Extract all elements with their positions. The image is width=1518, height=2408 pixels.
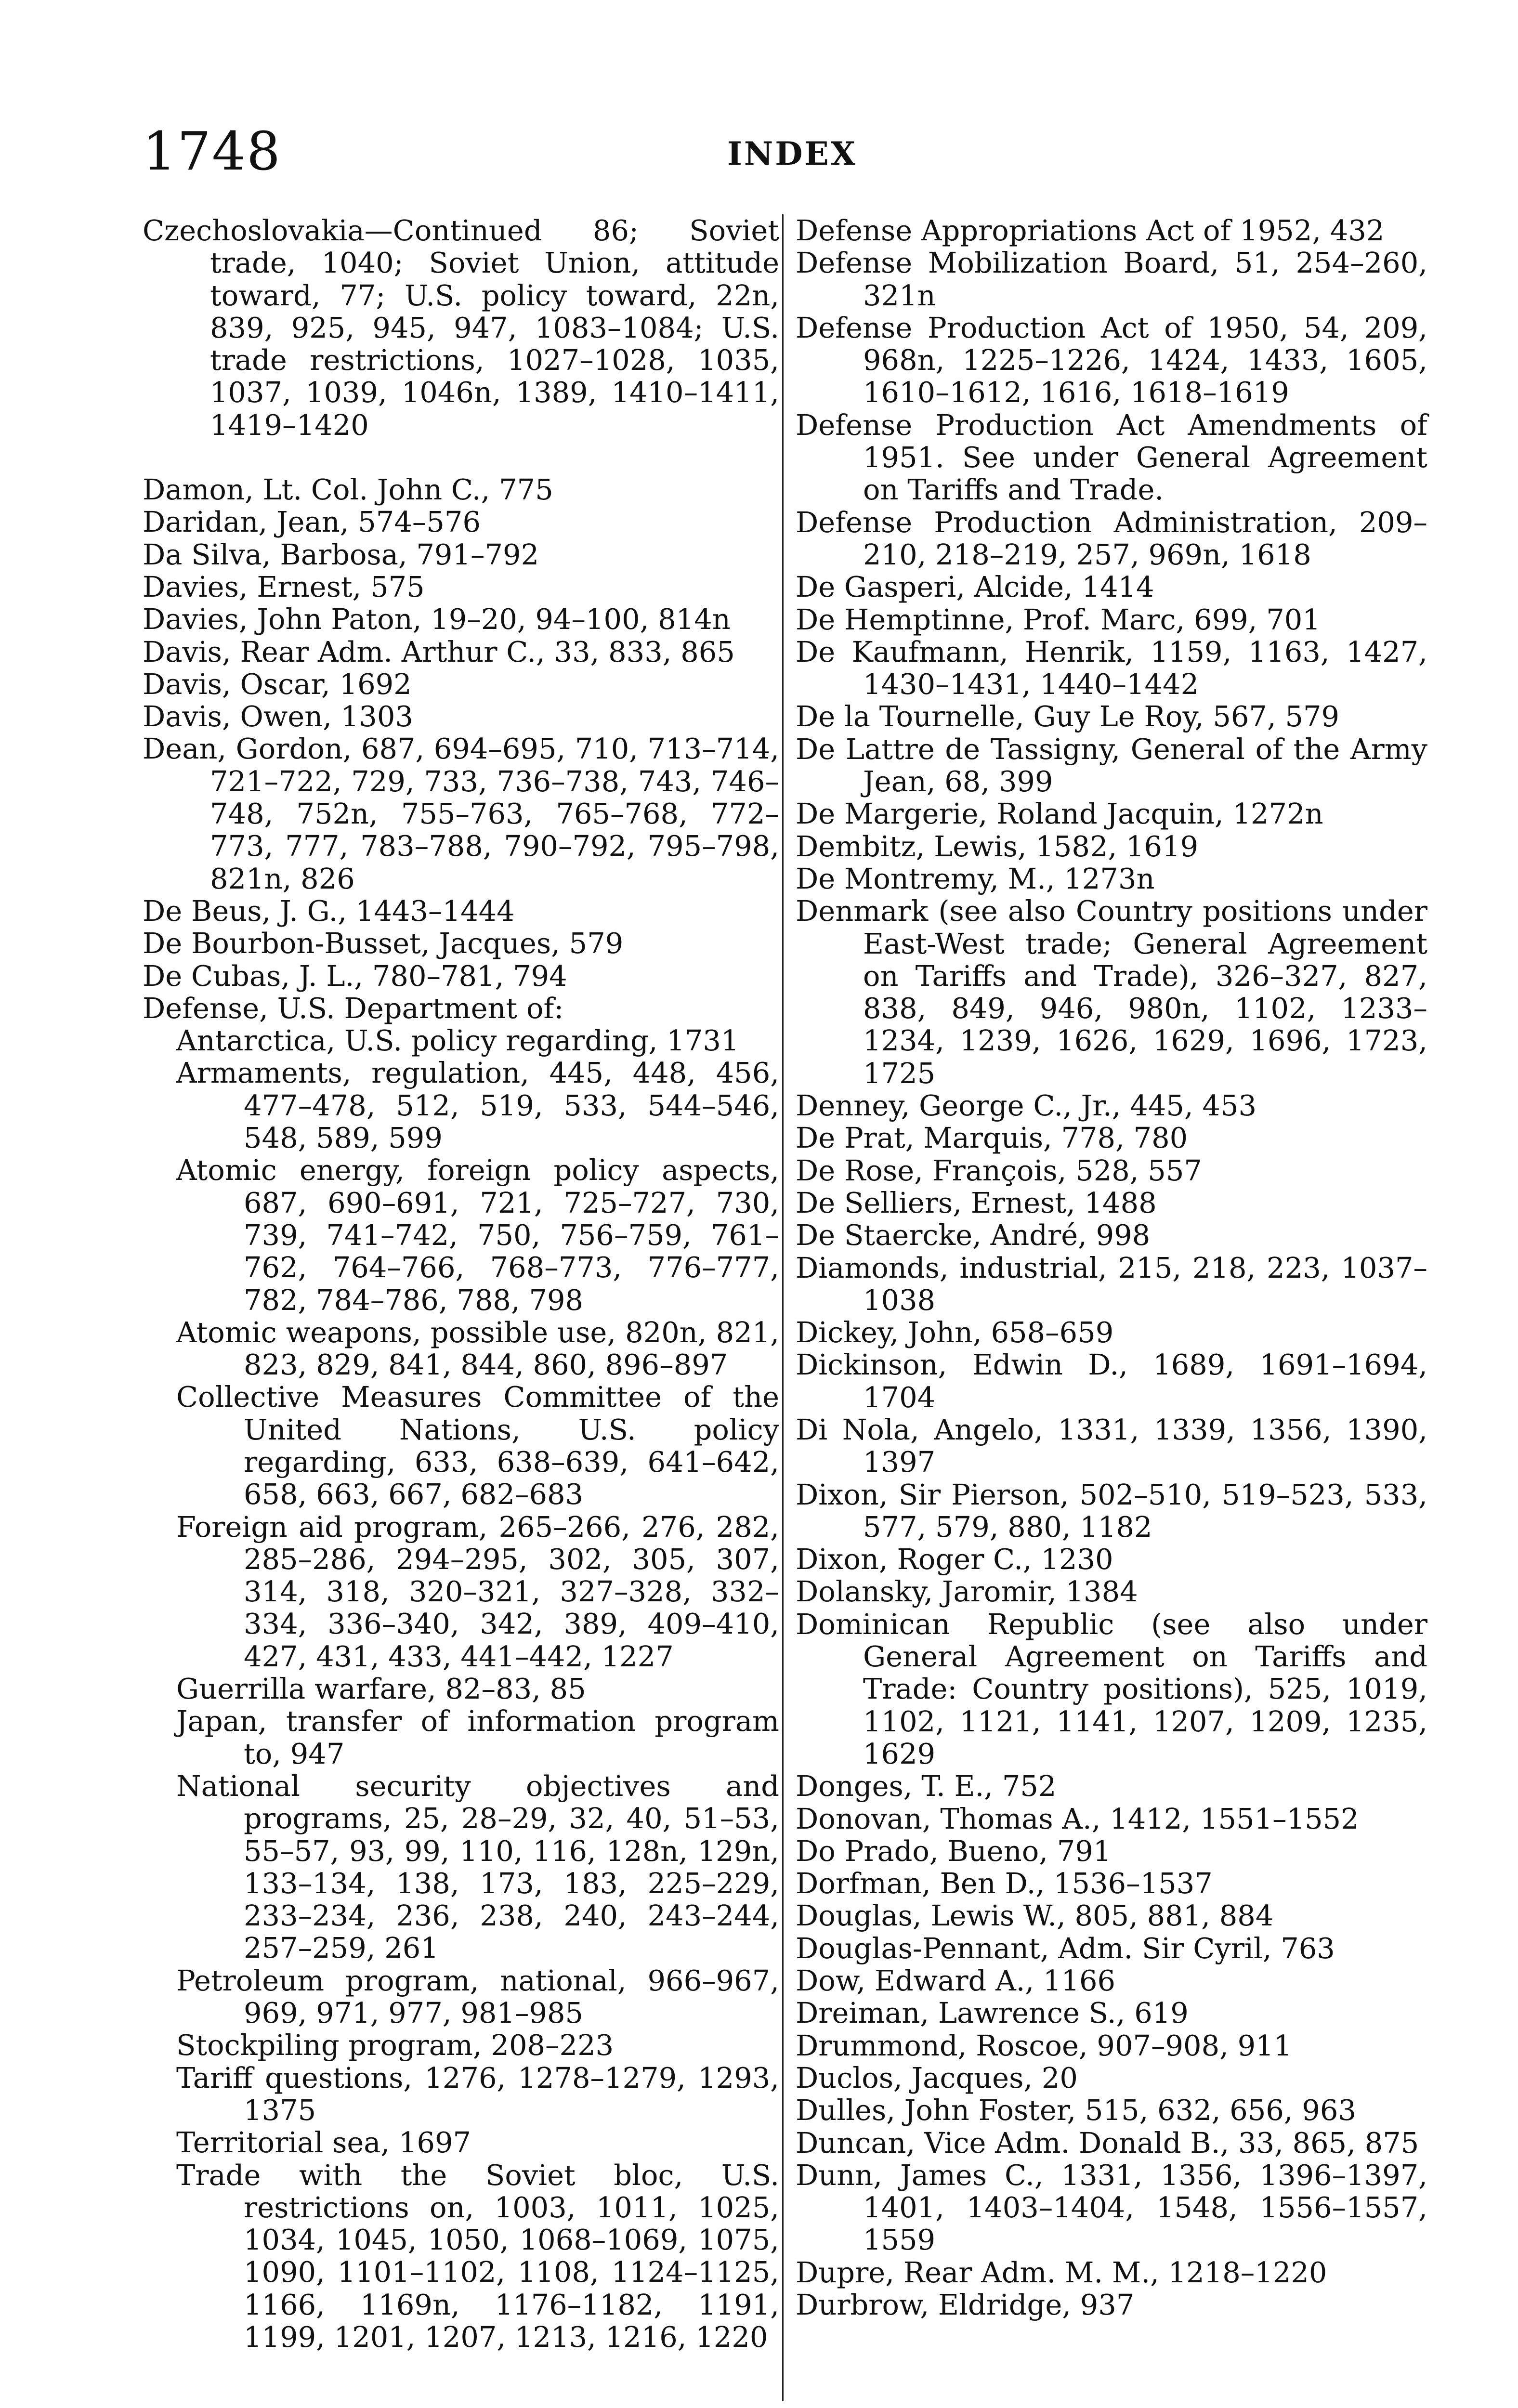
index-entry: De Selliers, Ernest, 1488 — [796, 1186, 1157, 1219]
index-entry: Defense Production Act Amendments of 1951. See under General Agreement on Tariffs and Trade. — [796, 408, 1427, 507]
index-entry: De Rose, François, 528, 557 — [796, 1153, 1202, 1187]
index-entry: Donges, T. E., 752 — [796, 1769, 1057, 1803]
index-entry: Dembitz, Lewis, 1582, 1619 — [796, 829, 1199, 863]
index-subentry: Petroleum program, national, 966–967, 969, 971, 977, 981–985 — [176, 1963, 779, 2030]
index-entry: Drummond, Roscoe, 907–908, 911 — [796, 2028, 1292, 2062]
left-column — [143, 214, 779, 2353]
page-number: 1748 — [143, 120, 281, 182]
index-subentry: Atomic weapons, possible use, 820n, 821, 823, 829, 841, 844, 860, 896–897 — [176, 1315, 779, 1382]
index-subentry: Territorial sea, 1697 — [176, 2126, 471, 2159]
index-entry-continued: Czechoslovakia—Continued 86; Soviet trade, 1040; Soviet Union, attitude toward, 77; U.S. policy toward, 22n, 839, 925, 945, 947, 1083–1084; U.S. trade restrictions, 1027–1028, 1035, 1037, 1039, 1046n, 1389, 1410–1411, 1419–1420 — [143, 214, 779, 442]
index-entry: Dolansky, Jaromir, 1384 — [796, 1575, 1138, 1609]
index-entry: De Margerie, Roland Jacquin, 1272n — [796, 797, 1323, 831]
index-entry: Duncan, Vice Adm. Donald B., 33, 865, 875 — [796, 2126, 1419, 2159]
index-subentry: Atomic energy, foreign policy aspects, 687, 690–691, 721, 725–727, 730, 739, 741–742, 750, 756–759, 761–762, 764–766, 768–773, 776–777, 782, 784–786, 788, 798 — [176, 1153, 779, 1317]
index-entry: Dickey, John, 658–659 — [796, 1316, 1114, 1349]
index-entry: Duclos, Jacques, 20 — [796, 2061, 1078, 2094]
index-entry: Dorfman, Ben D., 1536–1537 — [796, 1867, 1213, 1900]
index-entry: Douglas, Lewis W., 805, 881, 884 — [796, 1899, 1274, 1933]
index-entry: Durbrow, Eldridge, 937 — [796, 2288, 1135, 2321]
index-subentry: Armaments, regulation, 445, 448, 456, 477–478, 512, 519, 533, 544–546, 548, 589, 599 — [176, 1056, 779, 1155]
page-title: INDEX — [727, 135, 857, 172]
index-entry: Dixon, Roger C., 1230 — [796, 1543, 1113, 1576]
index-entry: Do Prado, Bueno, 791 — [796, 1834, 1112, 1868]
index-entry: De Bourbon-Busset, Jacques, 579 — [143, 927, 624, 960]
index-subentry: Guerrilla warfare, 82–83, 85 — [176, 1672, 586, 1706]
index-entry: Defense Production Administration, 209–210, 218–219, 257, 969n, 1618 — [796, 505, 1427, 571]
index-entry: Dulles, John Foster, 515, 632, 656, 963 — [796, 2094, 1357, 2127]
index-entry: Davies, John Paton, 19–20, 94–100, 814n — [143, 602, 731, 636]
index-entry: De Staercke, André, 998 — [796, 1218, 1151, 1252]
index-entry: Daridan, Jean, 574–576 — [143, 505, 481, 539]
index-entry: Davis, Oscar, 1692 — [143, 667, 412, 701]
index-entry: De la Tournelle, Guy Le Roy, 567, 579 — [796, 700, 1340, 733]
index-entry: De Montremy, M., 1273n — [796, 862, 1155, 895]
index-entry: Di Nola, Angelo, 1331, 1339, 1356, 1390, 1397 — [796, 1413, 1427, 1479]
index-entry: Defense Mobilization Board, 51, 254–260, 321n — [796, 246, 1427, 312]
index-entry: Diamonds, industrial, 215, 218, 223, 1037–1038 — [796, 1251, 1427, 1317]
index-heading-defense: Defense, U.S. Department of: — [143, 991, 564, 1025]
index-entry: Dupre, Rear Adm. M. M., 1218–1220 — [796, 2255, 1327, 2289]
index-entry: Dunn, James C., 1331, 1356, 1396–1397, 1401, 1403–1404, 1548, 1556–1557, 1559 — [796, 2158, 1427, 2257]
column-divider — [782, 214, 784, 2401]
index-entry: Dean, Gordon, 687, 694–695, 710, 713–714, 721–722, 729, 733, 736–738, 743, 746–748, 752n, 755–763, 765–768, 772–773, 777, 783–788, 790–792, 795–798, 821n, 826 — [143, 732, 779, 895]
index-entry: Denmark (see also Country positions under East-West trade; General Agreement on Tariffs and Trade), 326–327, 827, 838, 849, 946, 980n, 1102, 1233–1234, 1239, 1626, 1629, 1696, 1723, 1725 — [796, 894, 1427, 1090]
index-entry: Dickinson, Edwin D., 1689, 1691–1694, 1704 — [796, 1348, 1427, 1414]
index-subentry: Trade with the Soviet bloc, U.S. restrictions on, 1003, 1011, 1025, 1034, 1045, 1050, 1068–1069, 1075, 1090, 1101–1102, 1108, 1124–1125, 1166, 1169n, 1176–1182, 1191, 1199, 1201, 1207, 1213, 1216, 1220 — [176, 2158, 779, 2354]
spacer — [143, 441, 779, 473]
index-entry: De Hemptinne, Prof. Marc, 699, 701 — [796, 602, 1321, 636]
index-entry: Donovan, Thomas A., 1412, 1551–1552 — [796, 1802, 1359, 1835]
index-subentry: Foreign aid program, 265–266, 276, 282, 285–286, 294–295, 302, 305, 307, 314, 318, 320–321, 327–328, 332–334, 336–340, 342, 389, 409–410, 427, 431, 433, 441–442, 1227 — [176, 1510, 779, 1673]
index-subentry: Collective Measures Committee of the United Nations, U.S. policy regarding, 633, 638–639, 641–642, 658, 663, 667, 682–683 — [176, 1380, 779, 1511]
index-entry: Defense Production Act of 1950, 54, 209, 968n, 1225–1226, 1424, 1433, 1605, 1610–1612, 1616, 1618–1619 — [796, 311, 1427, 409]
index-entry: Dixon, Sir Pierson, 502–510, 519–523, 533, 577, 579, 880, 1182 — [796, 1478, 1427, 1544]
index-entry: Damon, Lt. Col. John C., 775 — [143, 473, 553, 507]
index-entry: Davis, Owen, 1303 — [143, 700, 413, 733]
index-entry: De Lattre de Tassigny, General of the Army Jean, 68, 399 — [796, 732, 1427, 798]
index-entry: Denney, George C., Jr., 445, 453 — [796, 1089, 1257, 1123]
index-entry: Davies, Ernest, 575 — [143, 570, 425, 603]
index-entry: De Beus, J. G., 1443–1444 — [143, 894, 515, 928]
index-subentry: Tariff questions, 1276, 1278–1279, 1293, 1375 — [176, 2061, 779, 2127]
index-entry: De Kaufmann, Henrik, 1159, 1163, 1427, 1430–1431, 1440–1442 — [796, 635, 1427, 701]
index-entry: De Prat, Marquis, 778, 780 — [796, 1121, 1188, 1155]
index-subentry: Japan, transfer of information program to, 947 — [176, 1704, 779, 1770]
index-subentry: National security objectives and programs, 25, 28–29, 32, 40, 51–53, 55–57, 93, 99, 110, 116, 128n, 129n, 133–134, 138, 173, 183, 225–229, 233–234, 236, 238, 240, 243–244, 257–259, 261 — [176, 1769, 779, 1965]
index-entry: De Gasperi, Alcide, 1414 — [796, 570, 1154, 604]
index-entry: Da Silva, Barbosa, 791–792 — [143, 537, 539, 571]
index-entry: De Cubas, J. L., 780–781, 794 — [143, 959, 567, 993]
index-subentry: Antarctica, U.S. policy regarding, 1731 — [176, 1024, 739, 1058]
index-entry: Douglas-Pennant, Adm. Sir Cyril, 763 — [796, 1931, 1335, 1965]
index-entry: Dow, Edward A., 1166 — [796, 1964, 1116, 1998]
index-entry: Davis, Rear Adm. Arthur C., 33, 833, 865 — [143, 635, 735, 668]
index-entry: Defense Appropriations Act of 1952, 432 — [796, 214, 1385, 247]
index-entry: Dominican Republic (see also under General Agreement on Tariffs and Trade: Country positions), 525, 1019, 1102, 1121, 1141, 1207, 1209, 1235, 1629 — [796, 1607, 1427, 1770]
right-column — [796, 214, 1427, 2321]
index-subentry: Stockpiling program, 208–223 — [176, 2028, 614, 2062]
index-entry: Dreiman, Lawrence S., 619 — [796, 1996, 1189, 2030]
